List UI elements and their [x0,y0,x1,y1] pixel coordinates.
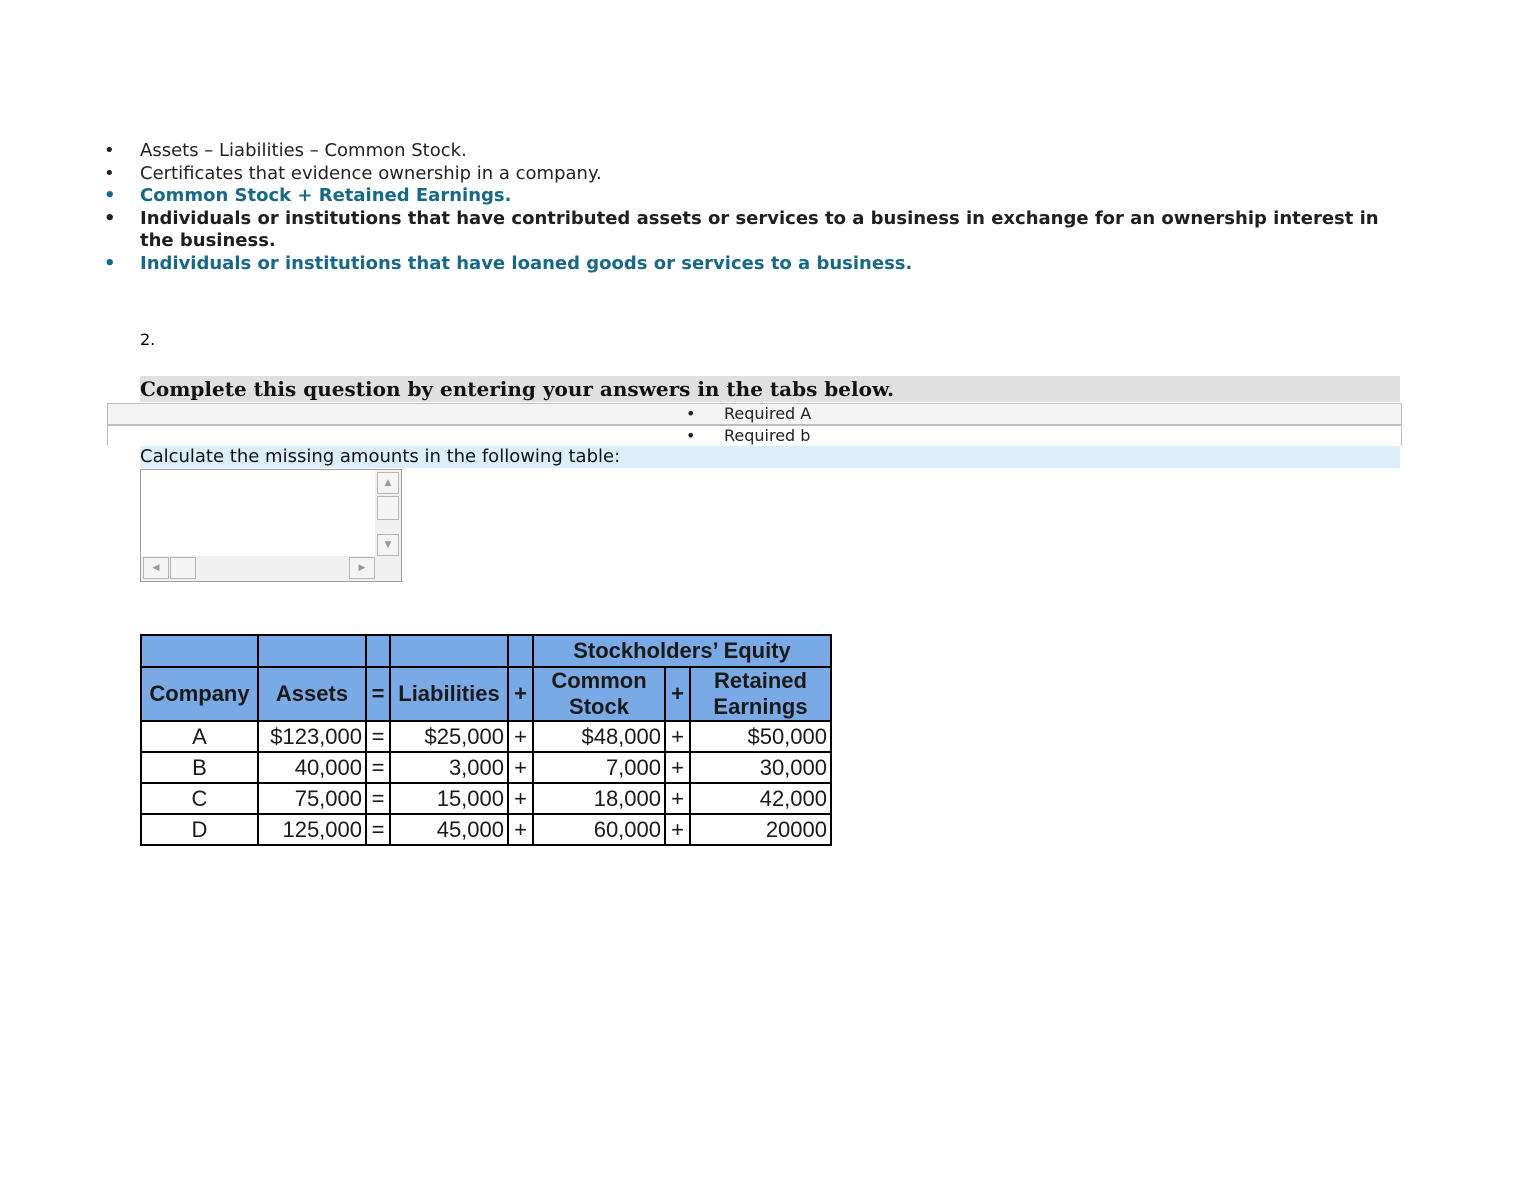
header-company: Company [141,667,258,721]
tab-required-a[interactable] [107,403,1402,425]
option-text: Certificates that evidence ownership in a company. [140,162,602,184]
cell-company: B [141,752,258,783]
cell-retained-earnings: $50,000 [690,721,831,752]
cell-plus: + [508,752,533,783]
header-assets: Assets [258,667,366,721]
header-liabilities: Liabilities [390,667,508,721]
cell-equals: = [366,783,390,814]
header-cell-empty [141,635,258,667]
cell-liabilities: $25,000 [390,721,508,752]
bullet: • [104,162,115,184]
tab-bullet: • [686,426,696,445]
tab-required-b[interactable] [107,425,1402,446]
table-row [141,752,831,783]
table-row [141,814,831,845]
bullet: • [104,252,116,274]
header-plus: + [508,667,533,721]
table-row [141,721,831,752]
scroll-frame[interactable] [140,469,402,582]
scroll-right-icon[interactable]: ▶ [349,557,375,579]
cell-liabilities: 3,000 [390,752,508,783]
cell-plus: + [665,752,690,783]
cell-plus: + [665,814,690,845]
cell-equals: = [366,814,390,845]
cell-retained-earnings: 30,000 [690,752,831,783]
cell-assets: 40,000 [258,752,366,783]
cell-retained-earnings: 20000 [690,814,831,845]
prompt-text: Calculate the missing amounts in the following table: [140,446,1400,468]
scroll-up-icon[interactable]: ▲ [377,472,399,494]
cell-assets: $123,000 [258,721,366,752]
header-cell-empty [366,635,390,667]
header-cell-empty [508,635,533,667]
table-row [141,783,831,814]
scroll-thumb-horizontal[interactable] [170,557,196,579]
option-text: Common Stock + Retained Earnings. [140,185,512,206]
cell-equals: = [366,721,390,752]
header-cell-empty [258,635,366,667]
header-cell-empty [390,635,508,667]
answer-options [100,140,1400,275]
answer-option[interactable] [100,185,1400,208]
answer-option[interactable] [100,253,1400,276]
scroll-down-icon[interactable]: ▼ [377,534,399,556]
cell-plus: + [508,783,533,814]
header-common-stock: Common Stock [533,667,665,721]
table-header-row [141,667,831,721]
header-stockholders-equity: Stockholders’ Equity [533,635,831,667]
header-plus: + [665,667,690,721]
cell-plus: + [665,721,690,752]
cell-company: D [141,814,258,845]
instruction-banner: Complete this question by entering your answers in the tabs below. [140,376,1400,402]
answer-option[interactable] [100,208,1400,253]
cell-company: C [141,783,258,814]
cell-plus: + [665,783,690,814]
bullet: • [104,140,115,161]
header-equals: = [366,667,390,721]
cell-common-stock: 18,000 [533,783,665,814]
scroll-left-icon[interactable]: ◀ [143,557,169,579]
cell-company: A [141,721,258,752]
cell-plus: + [508,814,533,845]
cell-liabilities: 45,000 [390,814,508,845]
cell-liabilities: 15,000 [390,783,508,814]
vertical-scrollbar[interactable] [375,470,401,558]
tab-label: Required b [724,426,811,445]
accounting-equation-table [140,634,832,846]
horizontal-scrollbar[interactable] [141,556,377,581]
cell-common-stock: 7,000 [533,752,665,783]
tab-label: Required A [724,404,812,423]
scrollbar-corner [375,556,401,581]
cell-assets: 125,000 [258,814,366,845]
cell-retained-earnings: 42,000 [690,783,831,814]
answer-option[interactable] [100,163,1400,186]
cell-equals: = [366,752,390,783]
cell-assets: 75,000 [258,783,366,814]
bullet: • [104,207,116,229]
question-number: 2. [140,330,156,349]
option-text: Assets – Liabilities – Common Stock. [140,140,467,161]
option-text: Individuals or institutions that have contributed assets or services to a business in exchange for an ownership interest in the business. [140,207,1379,251]
cell-plus: + [508,721,533,752]
bullet: • [104,185,116,206]
scroll-thumb-vertical[interactable] [377,496,399,520]
option-text: Individuals or institutions that have loaned goods or services to a business. [140,252,913,274]
header-retained-earnings: Retained Earnings [690,667,831,721]
cell-common-stock: $48,000 [533,721,665,752]
cell-common-stock: 60,000 [533,814,665,845]
answer-option[interactable] [100,140,1400,163]
table-header-row [141,635,831,667]
tab-bullet: • [686,404,696,423]
